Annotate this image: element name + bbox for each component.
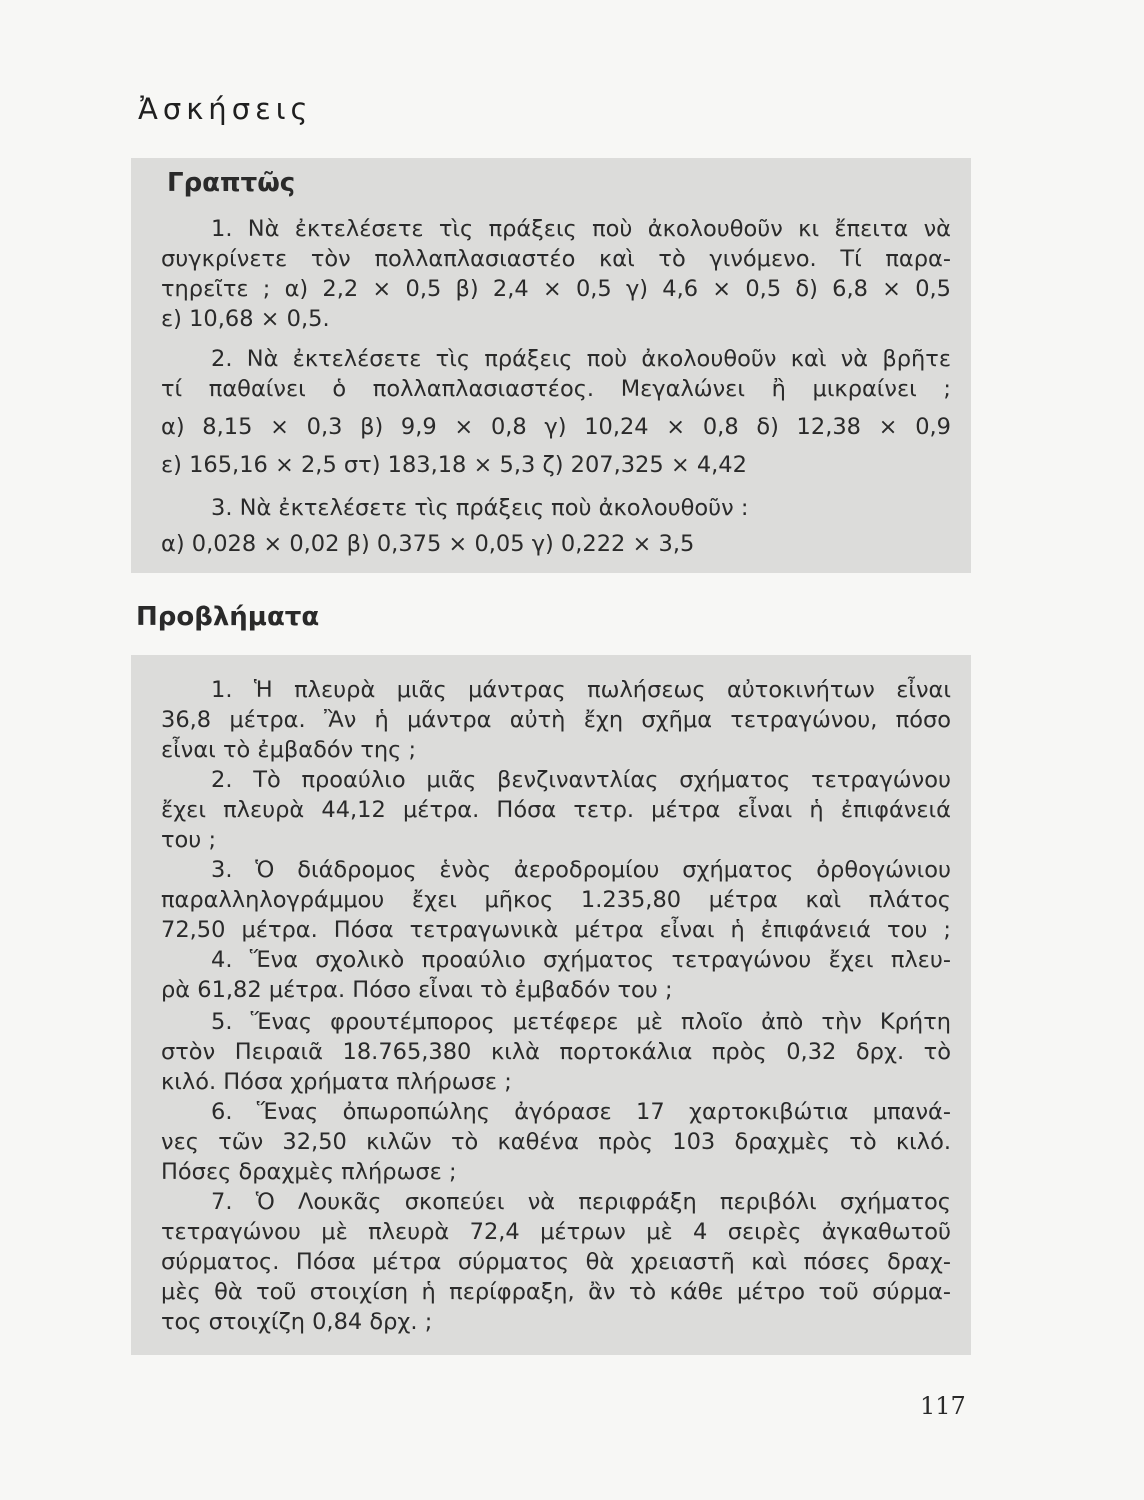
problem-line: μὲς θὰ τοῦ στοιχίση ἡ περίφραξη, ἂν τὸ κάθε μέτρο τοῦ σύρμα- — [161, 1279, 951, 1305]
exercise-line: α) 0,028 × 0,02 β) 0,375 × 0,05 γ) 0,222 × 3,5 — [161, 531, 695, 557]
problem-line: 1. Ἡ πλευρὰ μιᾶς μάντρας πωλήσεως αὐτοκινήτων εἶναι — [211, 677, 951, 703]
page-number: 117 — [920, 1392, 966, 1420]
exercise-line: ε) 10,68 × 0,5. — [161, 306, 330, 332]
problem-7 — [161, 1187, 951, 1337]
problem-line: τετραγώνου μὲ πλευρὰ 72,4 μέτρων μὲ 4 σειρὲς ἀγκαθωτοῦ — [161, 1219, 951, 1245]
problem-line: 5. Ἕνας φρουτέμπορος μετέφερε μὲ πλοῖο ἀπὸ τὴν Κρήτη — [211, 1009, 951, 1035]
exercise-line: συγκρίνετε τὸν πολλαπλασιαστέο καὶ τὸ γινόμενο. Τί παρα- — [161, 246, 951, 272]
exercise-line: τί παθαίνει ὁ πολλαπλασιαστέος. Μεγαλώνει ἢ μικραίνει ; — [161, 376, 951, 402]
problem-line: 6. Ἕνας ὀπωροπώλης ἀγόρασε 17 χαρτοκιβώτια μπανά- — [211, 1099, 951, 1125]
problem-line: του ; — [161, 827, 217, 853]
problems-box — [131, 655, 971, 1355]
written-exercises-box — [131, 158, 971, 573]
exercise-line: ε) 165,16 × 2,5 στ) 183,18 × 5,3 ζ) 207,325 × 4,42 — [161, 452, 747, 478]
exercise-line: 1. Νὰ ἐκτελέσετε τὶς πράξεις ποὺ ἀκολουθοῦν κι ἔπειτα νὰ — [211, 216, 951, 242]
problem-6 — [161, 1097, 951, 1187]
problem-line: 4. Ἕνα σχολικὸ προαύλιο σχήματος τετραγώνου ἔχει πλευ- — [211, 947, 951, 973]
problem-line: εἶναι τὸ ἐμβαδόν της ; — [161, 737, 417, 763]
problem-line: σύρματος. Πόσα μέτρα σύρματος θὰ χρειαστῆ καὶ πόσες δραχ- — [161, 1249, 951, 1275]
problem-1 — [161, 675, 951, 765]
problem-line: κιλό. Πόσα χρήματα πλήρωσε ; — [161, 1069, 512, 1095]
problem-line: νες τῶν 32,50 κιλῶν τὸ καθένα πρὸς 103 δραχμὲς τὸ κιλό. — [161, 1129, 951, 1155]
problems-title: Προβλήματα — [136, 602, 320, 632]
exercise-line: 2. Νὰ ἐκτελέσετε τὶς πράξεις ποὺ ἀκολουθοῦν καὶ νὰ βρῆτε — [211, 346, 951, 372]
problem-4 — [161, 945, 951, 1005]
exercise-2 — [161, 344, 951, 480]
problem-line: Πόσες δραχμὲς πλήρωσε ; — [161, 1159, 457, 1185]
problem-2 — [161, 765, 951, 855]
exercise-line: 3. Νὰ ἐκτελέσετε τὶς πράξεις ποὺ ἀκολουθοῦν : — [211, 495, 749, 521]
exercise-3 — [161, 493, 951, 559]
problem-line: 7. Ὁ Λουκᾶς σκοπεύει νὰ περιφράξη περιβόλι σχήματος — [211, 1189, 951, 1215]
problem-line: στὸν Πειραιᾶ 18.765,380 κιλὰ πορτοκάλια πρὸς 0,32 δρχ. τὸ — [161, 1039, 951, 1065]
problem-line: 36,8 μέτρα. Ἂν ἡ μάντρα αὐτὴ ἔχη σχῆμα τετραγώνου, πόσο — [161, 707, 951, 733]
page-heading: Ἀσκήσεις — [138, 92, 313, 126]
problem-line: παραλληλογράμμου ἔχει μῆκος 1.235,80 μέτρα καὶ πλάτος — [161, 887, 951, 913]
written-title: Γραπτῶς — [167, 168, 296, 198]
problem-line: ρὰ 61,82 μέτρα. Πόσο εἶναι τὸ ἐμβαδόν του ; — [161, 977, 673, 1003]
exercise-1 — [161, 214, 951, 334]
problem-line: 3. Ὁ διάδρομος ἑνὸς ἀεροδρομίου σχήματος ὀρθογώνιου — [211, 857, 951, 883]
exercise-line: α) 8,15 × 0,3 β) 9,9 × 0,8 γ) 10,24 × 0,8 δ) 12,38 × 0,9 — [161, 414, 951, 440]
problem-3 — [161, 855, 951, 945]
problem-line: 2. Τὸ προαύλιο μιᾶς βενζιναντλίας σχήματος τετραγώνου — [211, 767, 951, 793]
problem-5 — [161, 1007, 951, 1097]
problem-line: τος στοιχίζη 0,84 δρχ. ; — [161, 1309, 433, 1335]
exercise-line: τηρεῖτε ; α) 2,2 × 0,5 β) 2,4 × 0,5 γ) 4,6 × 0,5 δ) 6,8 × 0,5 — [161, 276, 951, 302]
problem-line: ἔχει πλευρὰ 44,12 μέτρα. Πόσα τετρ. μέτρα εἶναι ἡ ἐπιφάνειά — [161, 797, 951, 823]
problem-line: 72,50 μέτρα. Πόσα τετραγωνικὰ μέτρα εἶναι ἡ ἐπιφάνειά του ; — [161, 917, 951, 943]
